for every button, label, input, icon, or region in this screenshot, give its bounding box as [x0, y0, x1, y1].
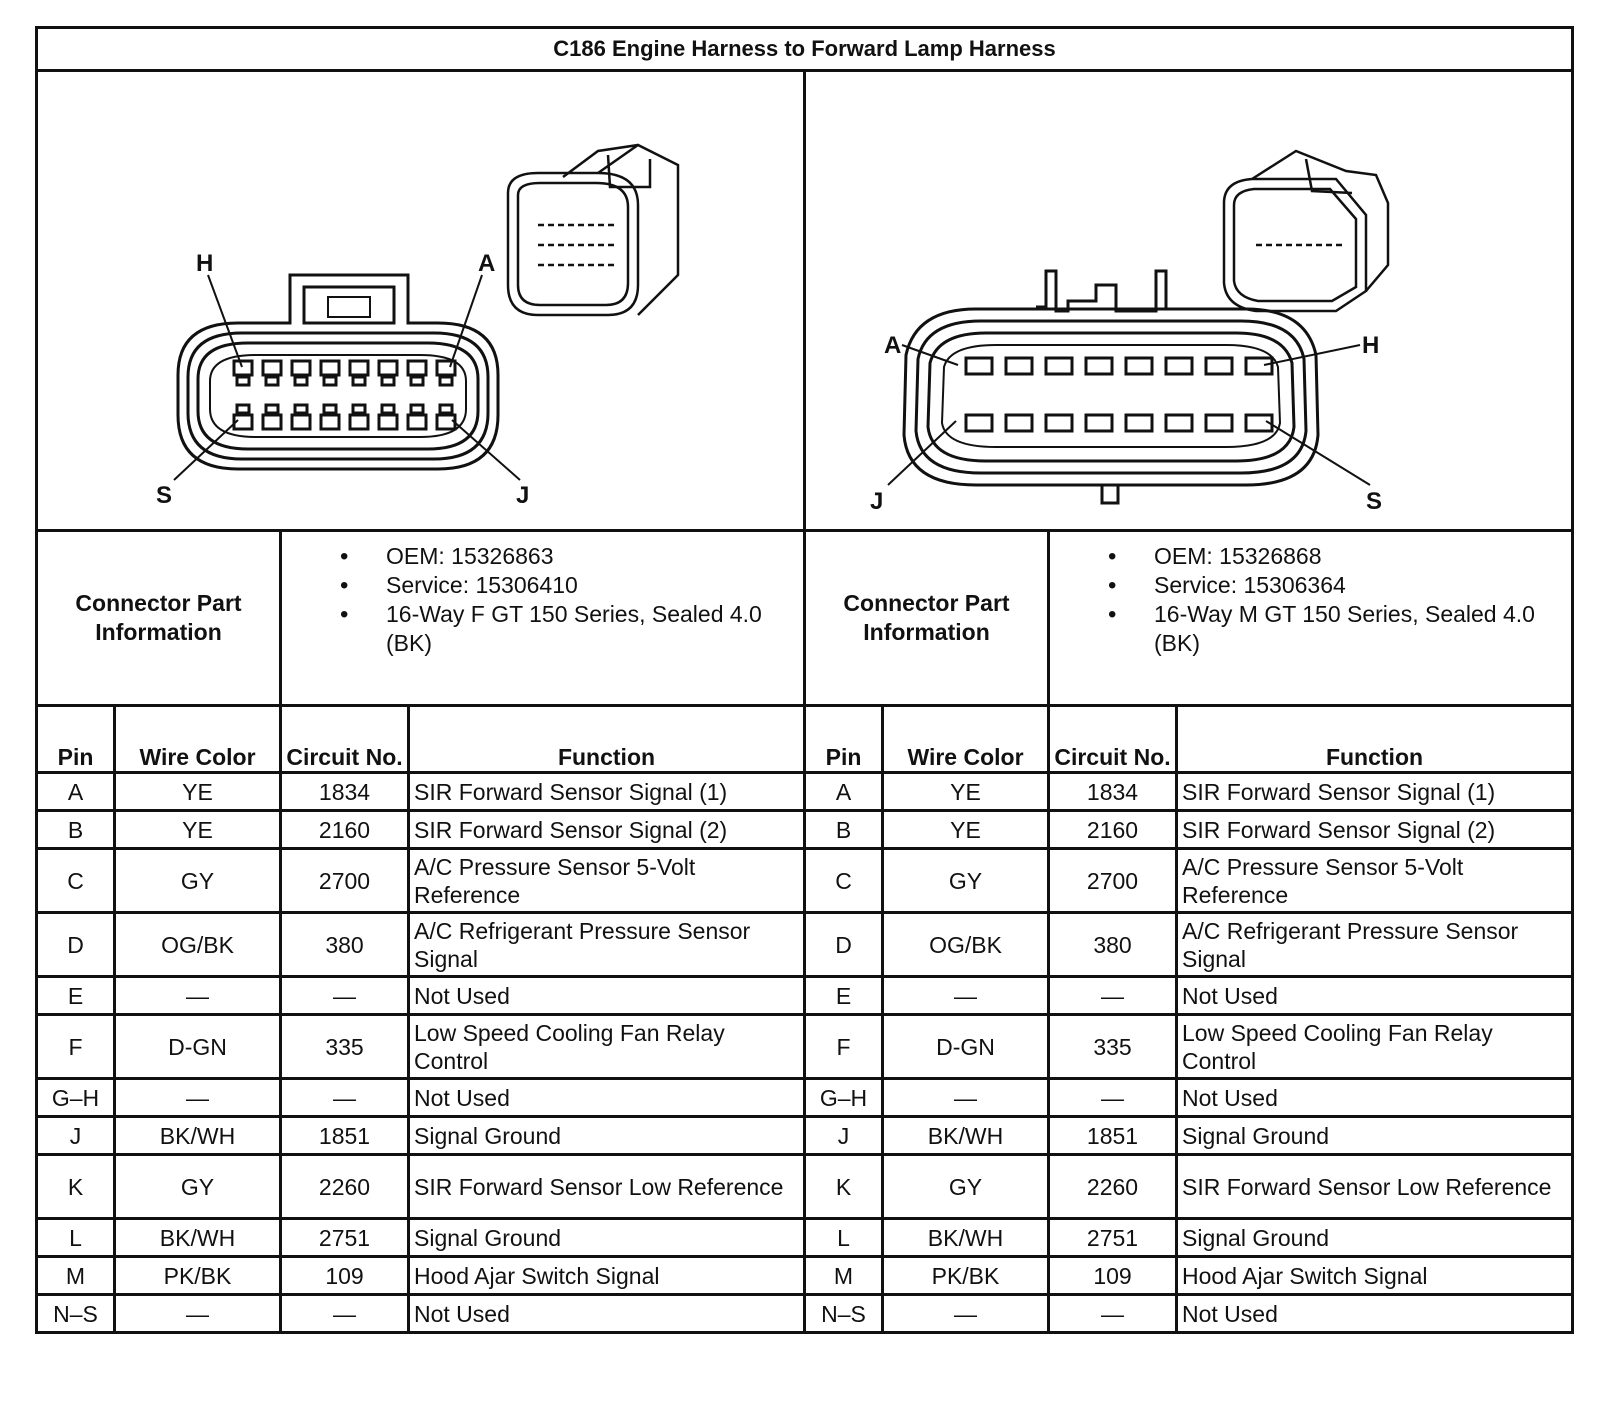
terminal-cavity: [411, 405, 423, 413]
pin-label-a: A: [478, 250, 496, 277]
function-cell: Hood Ajar Switch Signal: [1177, 1257, 1573, 1295]
table-row: [37, 913, 1573, 977]
male-connector-drawing: [806, 75, 1568, 526]
circuit-cell: 109: [1049, 1257, 1177, 1295]
pin-cell: J: [805, 1117, 883, 1155]
function-cell: Hood Ajar Switch Signal: [409, 1257, 805, 1295]
function-cell: SIR Forward Sensor Signal (1): [409, 773, 805, 811]
function-cell: Not Used: [409, 1079, 805, 1117]
terminal-cavity: [408, 415, 426, 429]
terminal-cavity: [321, 415, 339, 429]
table-row: [37, 1079, 1573, 1117]
pin-cell: M: [805, 1257, 883, 1295]
terminal-cavity: [292, 415, 310, 429]
circuit-cell: —: [281, 977, 409, 1015]
table-header-row: [37, 706, 1573, 773]
circuit-cell: 380: [281, 913, 409, 977]
terminal-cavity: [440, 377, 452, 385]
pin-cell: D: [37, 913, 115, 977]
pin-cell: K: [37, 1155, 115, 1219]
function-cell: Not Used: [1177, 1079, 1573, 1117]
pin-cell: K: [805, 1155, 883, 1219]
terminal-blade: [1166, 358, 1192, 374]
function-cell: SIR Forward Sensor Signal (2): [1177, 811, 1573, 849]
circuit-cell: 2260: [281, 1155, 409, 1219]
wire-color-cell: —: [883, 1295, 1049, 1333]
pin-cell: M: [37, 1257, 115, 1295]
pin-cell: L: [37, 1219, 115, 1257]
page-title: C186 Engine Harness to Forward Lamp Harness: [37, 28, 1573, 71]
circuit-cell: 380: [1049, 913, 1177, 977]
connector-sheet: [35, 26, 1571, 1405]
terminal-cavity: [437, 415, 455, 429]
wire-color-cell: BK/WH: [883, 1219, 1049, 1257]
function-cell: A/C Pressure Sensor 5-Volt Reference: [1177, 849, 1573, 913]
function-cell: Signal Ground: [1177, 1117, 1573, 1155]
wire-color-cell: D-GN: [883, 1015, 1049, 1079]
wire-color-cell: YE: [115, 773, 281, 811]
right-connector-description: • 16-Way M GT 150 Series, Sealed 4.0 (BK): [1050, 600, 1571, 658]
terminal-blade: [1246, 358, 1272, 374]
header-circuit-no: Circuit No.: [1049, 706, 1177, 773]
function-cell: Signal Ground: [409, 1219, 805, 1257]
table-row: [37, 1257, 1573, 1295]
circuit-cell: —: [1049, 977, 1177, 1015]
wire-color-cell: —: [115, 1079, 281, 1117]
header-pin: Pin: [805, 706, 883, 773]
terminal-blade: [1006, 358, 1032, 374]
function-cell: Low Speed Cooling Fan Relay Control: [1177, 1015, 1573, 1079]
wire-color-cell: —: [115, 977, 281, 1015]
wire-color-cell: BK/WH: [115, 1219, 281, 1257]
pin-cell: A: [37, 773, 115, 811]
circuit-cell: 335: [1049, 1015, 1177, 1079]
wire-color-cell: OG/BK: [115, 913, 281, 977]
wire-color-cell: YE: [883, 773, 1049, 811]
pin-label-h: H: [1362, 332, 1380, 359]
terminal-cavity: [292, 361, 310, 375]
function-cell: A/C Refrigerant Pressure Sensor Signal: [1177, 913, 1573, 977]
header-pin: Pin: [37, 706, 115, 773]
circuit-cell: —: [1049, 1079, 1177, 1117]
terminal-cavity: [324, 377, 336, 385]
function-cell: SIR Forward Sensor Signal (1): [1177, 773, 1573, 811]
function-cell: A/C Pressure Sensor 5-Volt Reference: [409, 849, 805, 913]
terminal-cavity: [324, 405, 336, 413]
connector-table: [35, 26, 1574, 1334]
right-oem-number: • OEM: 15326868: [1050, 542, 1571, 571]
function-cell: Not Used: [409, 1295, 805, 1333]
circuit-cell: 1851: [281, 1117, 409, 1155]
circuit-cell: 2751: [281, 1219, 409, 1257]
table-row: [37, 1295, 1573, 1333]
wire-color-cell: PK/BK: [115, 1257, 281, 1295]
table-row: [37, 811, 1573, 849]
function-cell: A/C Refrigerant Pressure Sensor Signal: [409, 913, 805, 977]
terminal-cavity: [382, 377, 394, 385]
circuit-cell: 1834: [1049, 773, 1177, 811]
pin-cell: J: [37, 1117, 115, 1155]
function-cell: Not Used: [1177, 977, 1573, 1015]
female-connector-drawing: [38, 75, 800, 526]
pin-cell: D: [805, 913, 883, 977]
table-row: [37, 1155, 1573, 1219]
wire-color-cell: BK/WH: [115, 1117, 281, 1155]
pin-label-j: J: [516, 482, 530, 509]
function-cell: Signal Ground: [1177, 1219, 1573, 1257]
table-row: [37, 977, 1573, 1015]
function-cell: SIR Forward Sensor Low Reference: [409, 1155, 805, 1219]
pin-label-s: S: [156, 482, 173, 509]
circuit-cell: 109: [281, 1257, 409, 1295]
pin-label-s: S: [1366, 488, 1383, 515]
function-cell: SIR Forward Sensor Signal (2): [409, 811, 805, 849]
right-connector-info: [1049, 531, 1573, 706]
wire-color-cell: GY: [883, 849, 1049, 913]
terminal-cavity: [408, 361, 426, 375]
left-connector-info-label: Connector Part Information: [37, 531, 281, 706]
terminal-cavity: [353, 405, 365, 413]
pin-cell: E: [805, 977, 883, 1015]
circuit-cell: —: [281, 1295, 409, 1333]
header-wire-color: Wire Color: [883, 706, 1049, 773]
pin-cell: B: [37, 811, 115, 849]
function-cell: Low Speed Cooling Fan Relay Control: [409, 1015, 805, 1079]
function-cell: Not Used: [409, 977, 805, 1015]
pin-label-h: H: [196, 250, 214, 277]
table-row: [37, 773, 1573, 811]
male-connector-thumbnail-icon: [1224, 151, 1388, 311]
wire-color-cell: —: [115, 1295, 281, 1333]
header-function: Function: [409, 706, 805, 773]
wire-color-cell: GY: [883, 1155, 1049, 1219]
terminal-cavity: [234, 361, 252, 375]
right-service-number: • Service: 15306364: [1050, 571, 1571, 600]
function-cell: Not Used: [1177, 1295, 1573, 1333]
wire-color-cell: —: [883, 1079, 1049, 1117]
terminal-blade: [1086, 415, 1112, 431]
circuit-cell: 2160: [1049, 811, 1177, 849]
circuit-cell: —: [281, 1079, 409, 1117]
wire-color-cell: —: [883, 977, 1049, 1015]
wire-color-cell: YE: [115, 811, 281, 849]
female-connector-thumbnail-icon: [508, 145, 678, 315]
wire-color-cell: PK/BK: [883, 1257, 1049, 1295]
pin-cell: G–H: [37, 1079, 115, 1117]
pin-cell: N–S: [805, 1295, 883, 1333]
wire-color-cell: OG/BK: [883, 913, 1049, 977]
pin-cell: G–H: [805, 1079, 883, 1117]
left-connector-description: • 16-Way F GT 150 Series, Sealed 4.0 (BK): [282, 600, 803, 658]
circuit-cell: —: [1049, 1295, 1177, 1333]
terminal-blade: [1206, 358, 1232, 374]
pin-cell: C: [805, 849, 883, 913]
terminal-cavity: [295, 377, 307, 385]
terminal-cavity: [237, 405, 249, 413]
pin-table-body: [37, 773, 1573, 1333]
terminal-blade: [966, 358, 992, 374]
left-connector-figure: [37, 71, 805, 531]
right-connector-figure: [805, 71, 1573, 531]
left-connector-info: [281, 531, 805, 706]
header-circuit-no: Circuit No.: [281, 706, 409, 773]
pin-cell: F: [805, 1015, 883, 1079]
circuit-cell: 2751: [1049, 1219, 1177, 1257]
table-row: [37, 1117, 1573, 1155]
circuit-cell: 1851: [1049, 1117, 1177, 1155]
terminal-cavity: [263, 415, 281, 429]
table-row: [37, 1015, 1573, 1079]
pin-cell: F: [37, 1015, 115, 1079]
circuit-cell: 2700: [1049, 849, 1177, 913]
pin-cell: E: [37, 977, 115, 1015]
terminal-cavity: [295, 405, 307, 413]
circuit-cell: 1834: [281, 773, 409, 811]
terminal-blade: [1006, 415, 1032, 431]
terminal-cavity: [379, 361, 397, 375]
pin-cell: N–S: [37, 1295, 115, 1333]
terminal-cavity: [440, 405, 452, 413]
terminal-cavity: [266, 377, 278, 385]
terminal-blade: [1206, 415, 1232, 431]
terminal-cavity: [411, 377, 423, 385]
wire-color-cell: GY: [115, 849, 281, 913]
terminal-blade: [1126, 415, 1152, 431]
circuit-cell: 2260: [1049, 1155, 1177, 1219]
right-connector-info-label: Connector Part Information: [805, 531, 1049, 706]
terminal-blade: [1126, 358, 1152, 374]
terminal-blade: [1046, 358, 1072, 374]
table-row: [37, 849, 1573, 913]
pin-cell: C: [37, 849, 115, 913]
terminal-cavity: [350, 361, 368, 375]
terminal-cavity: [382, 405, 394, 413]
wire-color-cell: YE: [883, 811, 1049, 849]
pin-cell: A: [805, 773, 883, 811]
pin-cell: B: [805, 811, 883, 849]
terminal-cavity: [266, 405, 278, 413]
header-wire-color: Wire Color: [115, 706, 281, 773]
wire-color-cell: GY: [115, 1155, 281, 1219]
circuit-cell: 335: [281, 1015, 409, 1079]
wire-color-cell: D-GN: [115, 1015, 281, 1079]
left-oem-number: • OEM: 15326863: [282, 542, 803, 571]
pin-label-j: J: [870, 488, 884, 515]
terminal-cavity: [350, 415, 368, 429]
pin-cell: L: [805, 1219, 883, 1257]
header-function: Function: [1177, 706, 1573, 773]
wire-color-cell: BK/WH: [883, 1117, 1049, 1155]
terminal-blade: [1046, 415, 1072, 431]
terminal-cavity: [379, 415, 397, 429]
left-service-number: • Service: 15306410: [282, 571, 803, 600]
circuit-cell: 2700: [281, 849, 409, 913]
terminal-blade: [1086, 358, 1112, 374]
terminal-blade: [966, 415, 992, 431]
pin-label-a: A: [884, 332, 902, 359]
function-cell: SIR Forward Sensor Low Reference: [1177, 1155, 1573, 1219]
table-row: [37, 1219, 1573, 1257]
terminal-blade: [1166, 415, 1192, 431]
terminal-cavity: [321, 361, 339, 375]
terminal-cavity: [237, 377, 249, 385]
terminal-cavity: [353, 377, 365, 385]
terminal-cavity: [263, 361, 281, 375]
circuit-cell: 2160: [281, 811, 409, 849]
function-cell: Signal Ground: [409, 1117, 805, 1155]
